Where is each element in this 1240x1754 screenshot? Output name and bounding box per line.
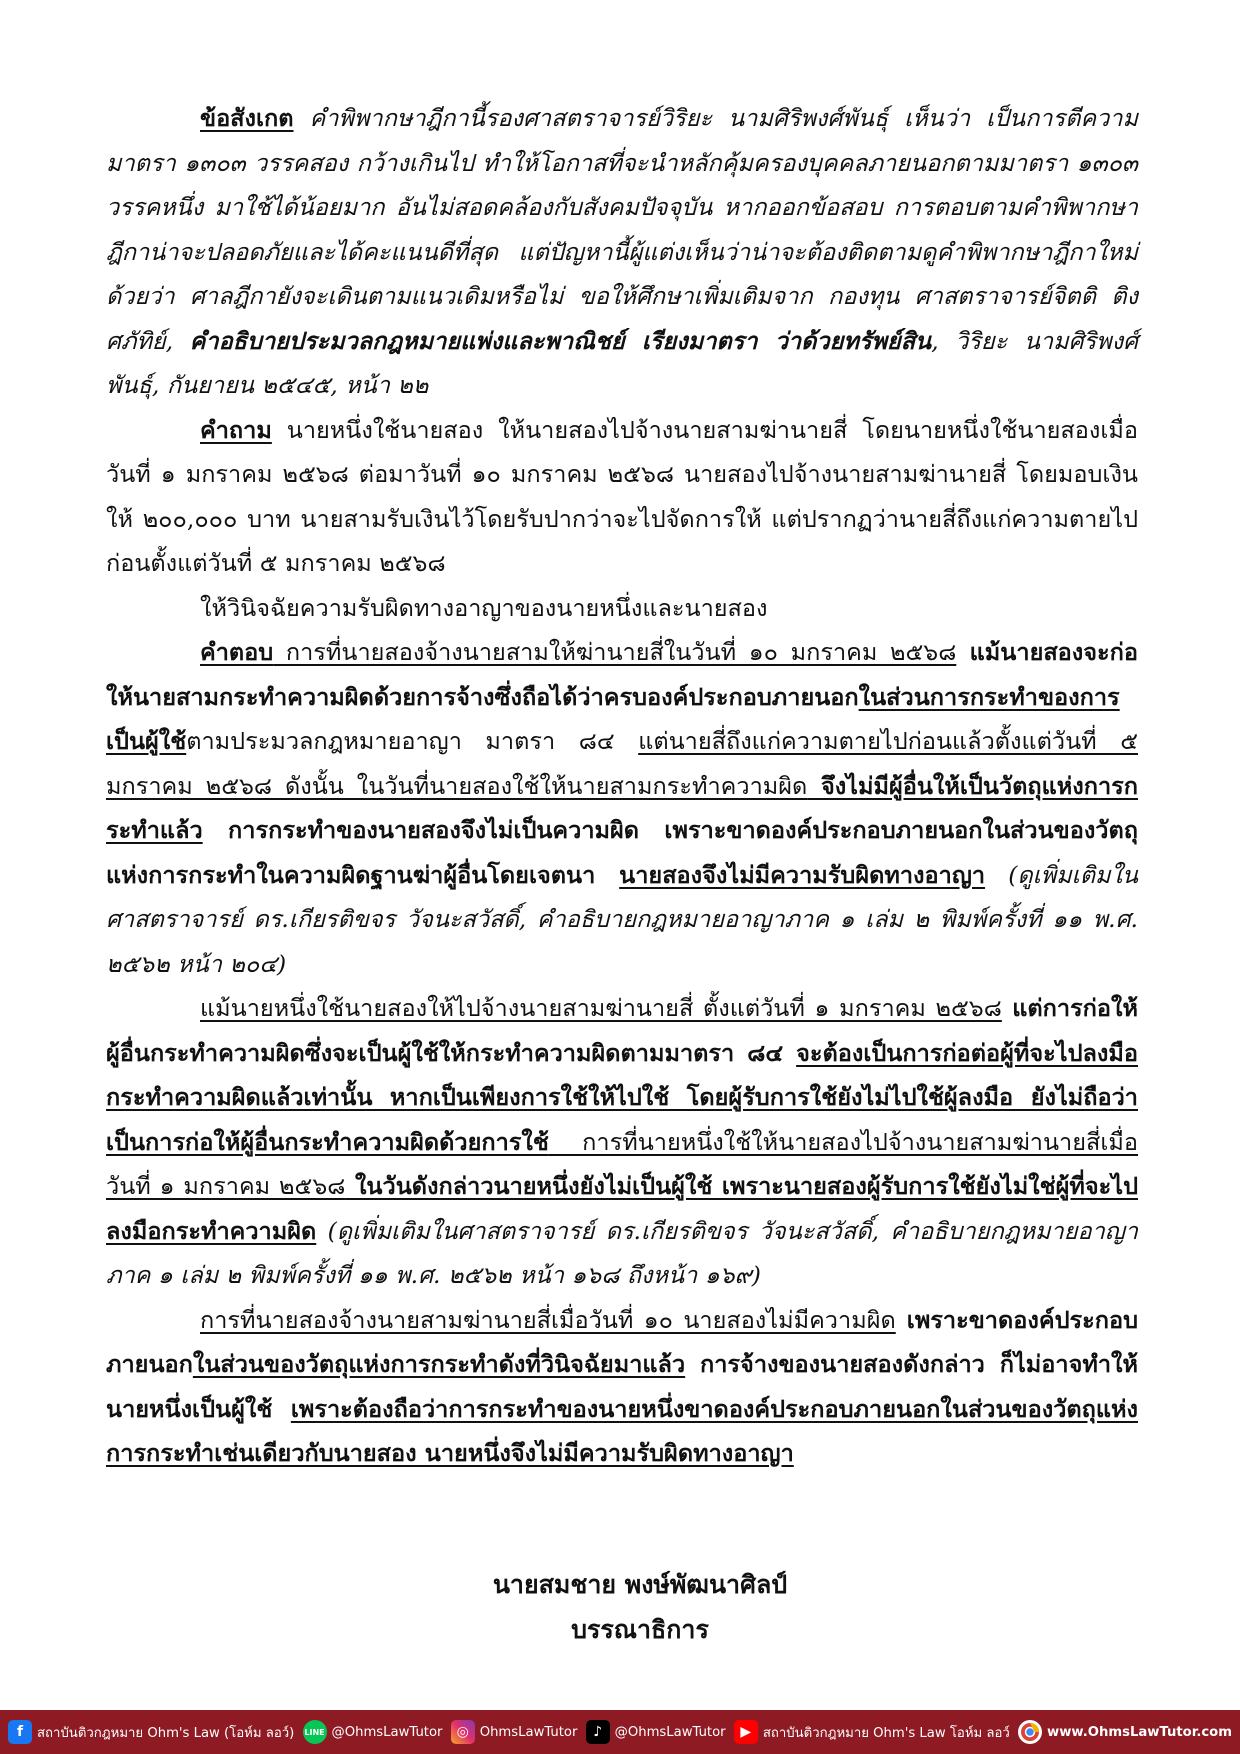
question-paragraph (106, 408, 1138, 586)
answer-p1-b: แม้นายสองจะก่อให้นายสามกระทำความผิดด้วยการจ้างซึ่งถือได้ว่าครบองค์ประกอบภายนอก (106, 638, 1138, 711)
note-book-title: คำอธิบายประมวลกฎหมายแพ่งและพาณิชย์ เรียงมาตรา ว่าด้วยทรัพย์สิน (189, 326, 932, 355)
instagram-icon: ◎ (451, 1720, 475, 1744)
answer-p1-g: การกระทำของนายสองจึงไม่เป็นความผิด เพราะขาดองค์ประกอบภายนอกในส่วนของวัตถุแห่งการกระทำในความผิดฐานฆ่าผู้อื่นโดยเจตนา (106, 816, 1138, 889)
answer-p2-e: ในวันดังกล่าวนายหนึ่งยังไม่เป็นผู้ใช้ เพราะนายสองผู้รับการใช้ยังไม่ใช่ผู้ที่จะไปลงมือกระทำความผิด (106, 1172, 1138, 1245)
footer-line-label: @OhmsLawTutor (331, 1724, 443, 1740)
answer-paragraph-2 (106, 986, 1138, 1298)
tiktok-icon: ♪ (586, 1720, 610, 1744)
answer-paragraph-3 (106, 1298, 1138, 1476)
footer-instagram-label: OhmsLawTutor (479, 1724, 578, 1740)
footer-website[interactable] (1018, 1720, 1232, 1744)
answer-paragraph-1 (106, 630, 1138, 986)
answer-p1-d: ตามประมวลกฎหมายอาญา มาตรา ๘๔ (186, 727, 639, 755)
answer-p3-b: เพราะขาดองค์ประกอบภายนอก (106, 1305, 1138, 1378)
question-instruction: ให้วินิจฉัยความรับผิดทางอาญาของนายหนึ่งและนายสอง (200, 593, 768, 622)
note-text: คำพิพากษาฎีกานี้รองศาสตราจารย์วิริยะ นามศิริพงศ์พันธุ์ เห็นว่า เป็นการตีความ มาตรา ๑๓๐๓ วรรคสอง กว้างเกินไป ทำให้โอกาสที่จะนำหลักคุ้มครองบุคคลภายนอกตามมาตรา ๑๓๐๓ วรรคหนึ่ง มาใช้ได้น้อยมาก อันไม่สอดคล้องกับสังคมปัจจุบัน หากออกข้อสอบ การตอบตามคำพิพากษาฎีกาน่าจะปลอดภัยและได้คะแนนดีที่สุด แต่ปัญหานี้ผู้แต่งเห็นว่าน่าจะต้องติดตามดูคำพิพากษาฎีกาใหม่ด้วยว่า ศาลฎีกายังจะเดินตามแนวเดิมหรือไม่ ขอให้ศึกษาเพิ่มเติมจาก กองทุน ศาสตราจารย์จิตติ ติงศภัทิย์, (106, 104, 1138, 355)
answer-p2-b: แต่การก่อให้ผู้อื่นกระทำความผิดซึ่งจะเป็นผู้ใช้ให้กระทำความผิดตามมาตรา ๘๔ (106, 994, 1138, 1067)
answer-heading: คำตอบ (200, 638, 274, 666)
footer-website-label: www.OhmsLawTutor.com (1047, 1724, 1232, 1740)
answer-p1-e: แต่นายสี่ถึงแก่ความตายไปก่อนแล้วตั้งแต่วันที่ ๕ มกราคม ๒๕๖๘ ดังนั้น ในวันที่นายสองใช้ให้นายสามกระทำความผิด (106, 727, 1138, 800)
footer-instagram[interactable] (451, 1720, 578, 1744)
question-heading: คำถาม (200, 415, 272, 444)
youtube-icon: ▶ (734, 1720, 758, 1744)
answer-p2-c: จะต้องเป็นการก่อต่อผู้ที่จะไปลงมือกระทำความผิดแล้วเท่านั้น หากเป็นเพียงการใช้ให้ไปใช้ โดยผู้รับการใช้ยังไม่ไปใช้ผู้ลงมือ ยังไม่ถือว่าเป็นการก่อให้ผู้อื่นกระทำความผิดด้วยการใช้ (106, 1038, 1138, 1156)
signature-name: นายสมชาย พงษ์พัฒนาศิลป์ (492, 1570, 788, 1599)
note-reference: , วิริยะ นามศิริพงศ์พันธุ์, กันยายน ๒๕๔๕, หน้า ๒๒ (106, 326, 1139, 399)
answer-p2-reference: (ดูเพิ่มเติมในศาสตราจารย์ ดร.เกียรติขจร วัจนะสวัสดิ์, คำอธิบายกฎหมายอาญาภาค ๑ เล่ม ๒ พิมพ์ครั้งที่ ๑๑ พ.ศ. ๒๕๖๒ หน้า ๑๖๘ ถึงหน้า ๑๖๙) (106, 1216, 1138, 1289)
note-heading: ข้อสังเกต (200, 104, 294, 132)
answer-p1-reference: (ดูเพิ่มเติมในศาสตราจารย์ ดร.เกียรติขจร วัจนะสวัสดิ์, คำอธิบายกฎหมายอาญาภาค ๑ เล่ม ๒ พิมพ์ครั้งที่ ๑๑ พ.ศ. ๒๕๖๒ หน้า ๒๐๔) (106, 860, 1138, 978)
footer-youtube[interactable] (734, 1720, 1010, 1744)
answer-p3-e: เพราะต้องถือว่าการกระทำของนายหนึ่งขาดองค์ประกอบภายนอกในส่วนของวัตถุแห่งการกระทำเช่นเดียวกับนายสอง นายหนึ่งจึงไม่มีความรับผิดทางอาญา (106, 1394, 1138, 1467)
answer-p1-f: จึงไม่มีผู้อื่นให้เป็นวัตถุแห่งการกระทำแล้ว (106, 771, 1138, 844)
answer-p2-d: การที่นายหนึ่งใช้ให้นายสองไปจ้างนายสามฆ่านายสี่เมื่อวันที่ ๑ มกราคม ๒๕๖๘ (106, 1127, 1138, 1200)
answer-p3-d: การจ้างของนายสองดังกล่าว ก็ไม่อาจทำให้นายหนึ่งเป็นผู้ใช้ (106, 1350, 1138, 1423)
document-body (106, 96, 1138, 1476)
footer-tiktok-label: @OhmsLawTutor (614, 1724, 726, 1740)
line-icon: LINE (303, 1720, 327, 1744)
footer-youtube-label: สถาบันติวกฎหมาย Ohm's Law โอห์ม ลอว์ (762, 1725, 1010, 1741)
signature-title: บรรณาธิการ (571, 1615, 709, 1644)
note-paragraph (106, 96, 1138, 408)
answer-p1-h: นายสองจึงไม่มีความรับผิดทางอาญา (619, 860, 986, 889)
footer-line[interactable] (303, 1720, 443, 1744)
answer-p3-c: ในส่วนของวัตถุแห่งการกระทำดังที่วินิจฉัยมาแล้ว (192, 1350, 686, 1378)
answer-p3-a: การที่นายสองจ้างนายสามฆ่านายสี่เมื่อวันที่ ๑๐ นายสองไม่มีความผิด (200, 1305, 896, 1334)
footer-facebook[interactable] (8, 1720, 294, 1744)
answer-p2-a: แม้นายหนึ่งใช้นายสองให้ไปจ้างนายสามฆ่านายสี่ ตั้งแต่วันที่ ๑ มกราคม ๒๕๖๘ (200, 994, 1002, 1022)
answer-p1-c: ในส่วนการกระทำของการเป็นผู้ใช้ (106, 682, 1120, 755)
facebook-icon: f (8, 1720, 32, 1744)
footer-facebook-label: สถาบันติวกฎหมาย Ohm's Law (โอห์ม ลอว์) (37, 1725, 295, 1741)
footer-tiktok[interactable] (586, 1720, 726, 1744)
question-text: นายหนึ่งใช้นายสอง ให้นายสองไปจ้างนายสามฆ่านายสี่ โดยนายหนึ่งใช้นายสองเมื่อวันที่ ๑ มกราคม ๒๕๖๘ ต่อมาวันที่ ๑๐ มกราคม ๒๕๖๘ นายสองไปจ้างนายสามฆ่านายสี่ โดยมอบเงินให้ ๒๐๐,๐๐๐ บาท นายสามรับเงินไว้โดยรับปากว่าจะไปจัดการให้ แต่ปรากฏว่านายสี่ถึงแก่ความตายไปก่อนตั้งแต่วันที่ ๕ มกราคม ๒๕๖๘ (106, 415, 1138, 577)
footer-bar (0, 1710, 1240, 1754)
answer-p1-a: การที่นายสองจ้างนายสามให้ฆ่านายสี่ในวันที่ ๑๐ มกราคม ๒๕๖๘ (273, 638, 957, 666)
globe-icon (1018, 1720, 1042, 1744)
